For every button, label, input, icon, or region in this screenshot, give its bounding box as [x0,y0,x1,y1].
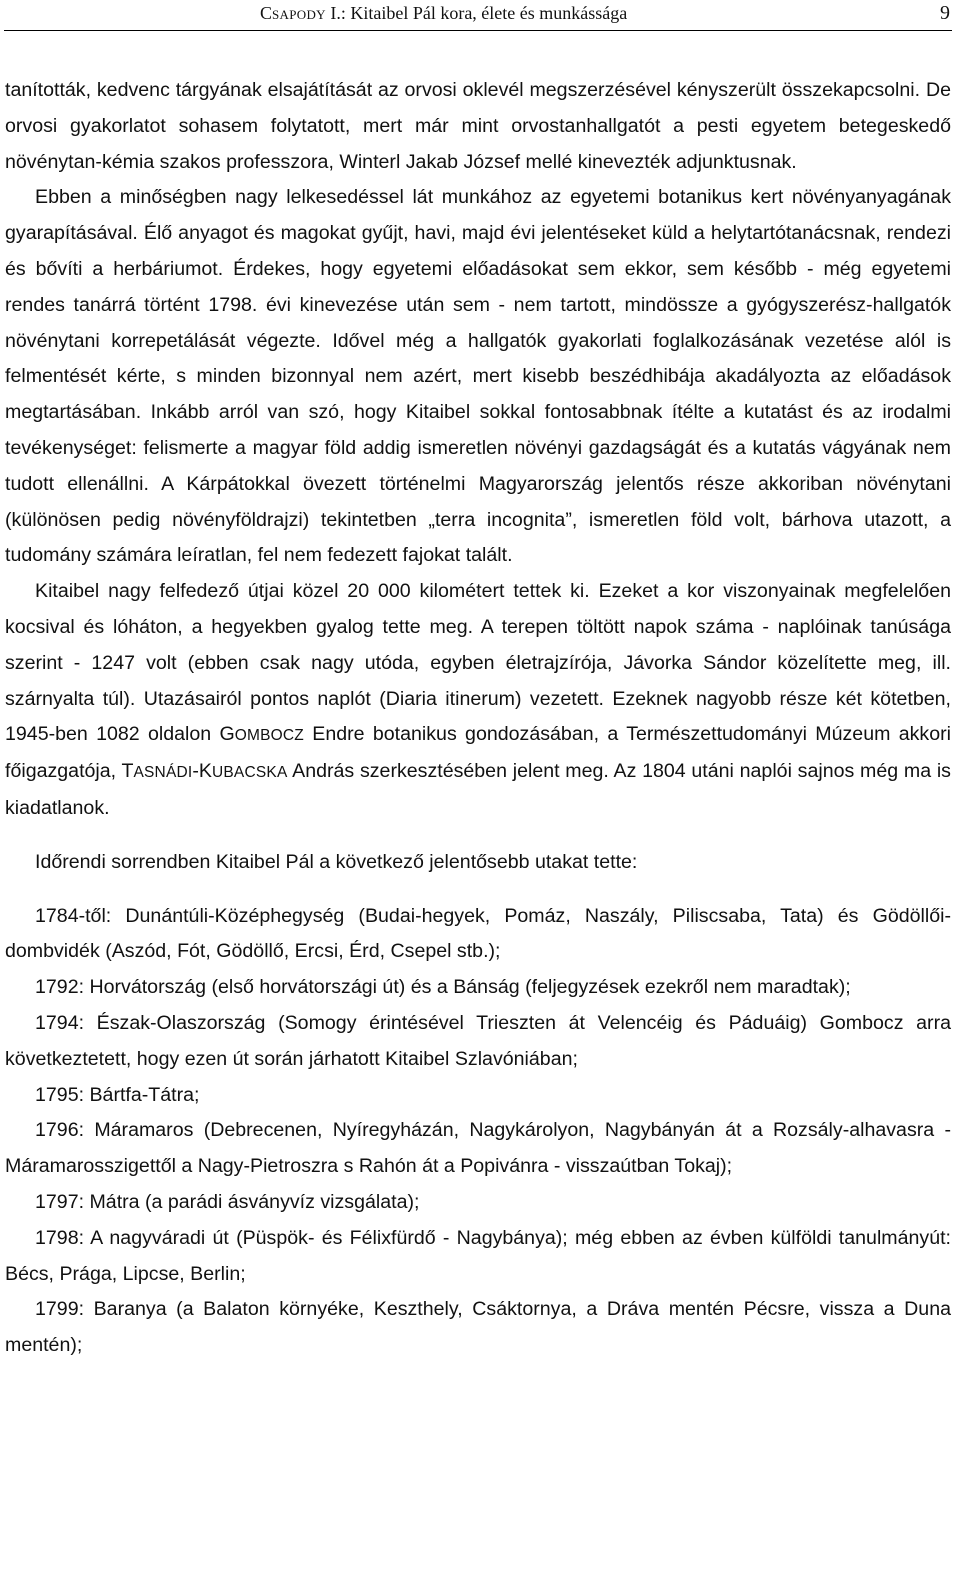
author-initial: C [260,3,273,23]
paragraph-text: Endre botanikus gondozásában, a Természettudományi Múzeum akkori főigazgatója, [5,723,951,783]
name-smallcaps: ASNÁDI [133,764,193,782]
book-title: Kitaibel Pál kora, élete és munkássága [350,3,628,23]
journey-entry: 1795: Bártfa-Tátra; [35,1083,200,1106]
name-initial: K [198,760,212,783]
author-name-smallcaps: SAPODY [272,7,326,22]
running-header [4,0,952,31]
list-intro: Időrendi sorrendben Kitaibel Pál a következő jelentősebb utakat tette: [35,850,638,873]
name-initial: T [121,760,134,783]
name-hyphen: - [192,760,199,783]
journey-entry: 1797: Mátra (a parádi ásványvíz vizsgálata); [35,1190,420,1213]
paragraph-text: Kitaibel nagy felfedező útjai közel 20 000 kilométert tettek ki. Ezeket a kor viszonyainak megfelelően kocsival és lóháton, a hegyekben gyalog tette meg. A terepen töltött napok száma - naplóinak tanúsága szerint - 1247 volt (ebben csak nagy utóda, egyben életrajzírója, Jávorka Sándor közelítette meg, ill. szárnyalta túl). Utazásairól pontos naplót (Diaria itinerum) vezetett. Ezeknek nagyobb része két kötetben, 1945-ben 1082 oldalon [5,580,951,746]
journey-entry: 1798: A nagyváradi út (Püspök- és Félixfürdő - Nagybánya); még ebben az évben külföldi tanulmányút: Bécs, Prága, Lipcse, Berlin; [5,1226,951,1285]
journey-entry: 1792: Horvátország (első horvátországi út) és a Bánság (feljegyzések ezekről nem maradtak); [35,976,851,999]
running-title [260,0,627,28]
name-smallcaps: UBACSKA [212,764,288,782]
journey-entry: 1799: Baranya (a Balaton környéke, Keszthely, Csáktornya, a Dráva mentén Pécsre, vissza a Duna mentén); [5,1298,951,1357]
paragraph-travels [5,574,951,827]
body-text [5,73,951,1364]
journey-entry: 1794: Észak-Olaszország (Somogy érintésével Trieszten át Velencéig és Páduáig) Gombocz arra következtetett, hogy ezen út során járhatott Kitaibel Szlavóniában; [5,1011,951,1070]
paragraph-text: András szerkesztésében jelent meg. Az 1804 utáni naplói sajnos még ma is kiadatlanok. [5,760,951,819]
name-smallcaps: OMBOCZ [234,727,304,745]
paragraph-continued: tanították, kedvenc tárgyának elsajátítását az orvosi oklevél megszerzésével kényszerült összekapcsolni. De orvosi gyakorlatot sohasem folytatott, mert már mint orvostanhallgatót a pesti egyetem betegeskedő növénytan-kémia szakos professzora, Winterl Jakab József mellé kinevezték adjunktusnak. [5,79,951,173]
person-name-gombocz [220,723,304,745]
journey-entry: 1784-től: Dunántúli-Középhegység (Budai-hegyek, Pomáz, Naszály, Piliscsaba, Tata) és Gödöllői-dombvidék (Aszód, Fót, Gödöllő, Ercsi, Érd, Csepel stb.); [5,904,951,963]
name-initial: G [219,723,235,746]
paragraph: Ebben a minőségben nagy lelkesedéssel lát munkához az egyetemi botanikus kert növényanyagának gyarapításával. Élő anyagot és magokat gyűjt, havi, majd évi jelentéseket küld a helytartótanácsnak, rendezi és bővíti a herbáriumot. Érdekes, hogy egyetemi előadásokat sem ekkor, sem később - még egyetemi rendes tanárrá történt 1798. évi kinevezése után sem - nem tartott, mindössze a gyógyszerész-hallgatók növénytani korrepetálását végezte. Idővel még a hallgatók gyakorlati foglalkozásának vezetése alól is felmentését kérte, s minden bizonnyal nem azért, mert kisebb beszédhibája akadályozta az előadások megtartásában. Inkább arról van szó, hogy Kitaibel sokkal fontosabbnak ítélte a kutatást és az irodalmi tevékenységet: felismerte a magyar föld addig ismeretlen növényi gazdagságát és a kutatás vágyának nem tudott ellenállni. A Kárpátokkal övezett történelmi Magyarország jelentős része akkoriban növénytani (különösen pedig növényföldrajzi) tekintetben „terra incognita”, ismeretlen föld volt, bárhova utazott, a tudomány számára leíratlan, fel nem fedezett fajokat talált. [5,186,951,567]
journey-entry: 1796: Máramaros (Debrecenen, Nyíregyházán, Nagykárolyon, Nagybányán át a Rozsály-alhavasra - Máramarosszigettől a Nagy-Pietroszra s Rahón át a Popivánra - visszaútban Tokaj); [5,1119,951,1178]
page-number: 9 [940,2,950,24]
author-suffix: I.: [325,3,351,23]
person-name-tasnadi-kubacska [122,760,288,782]
